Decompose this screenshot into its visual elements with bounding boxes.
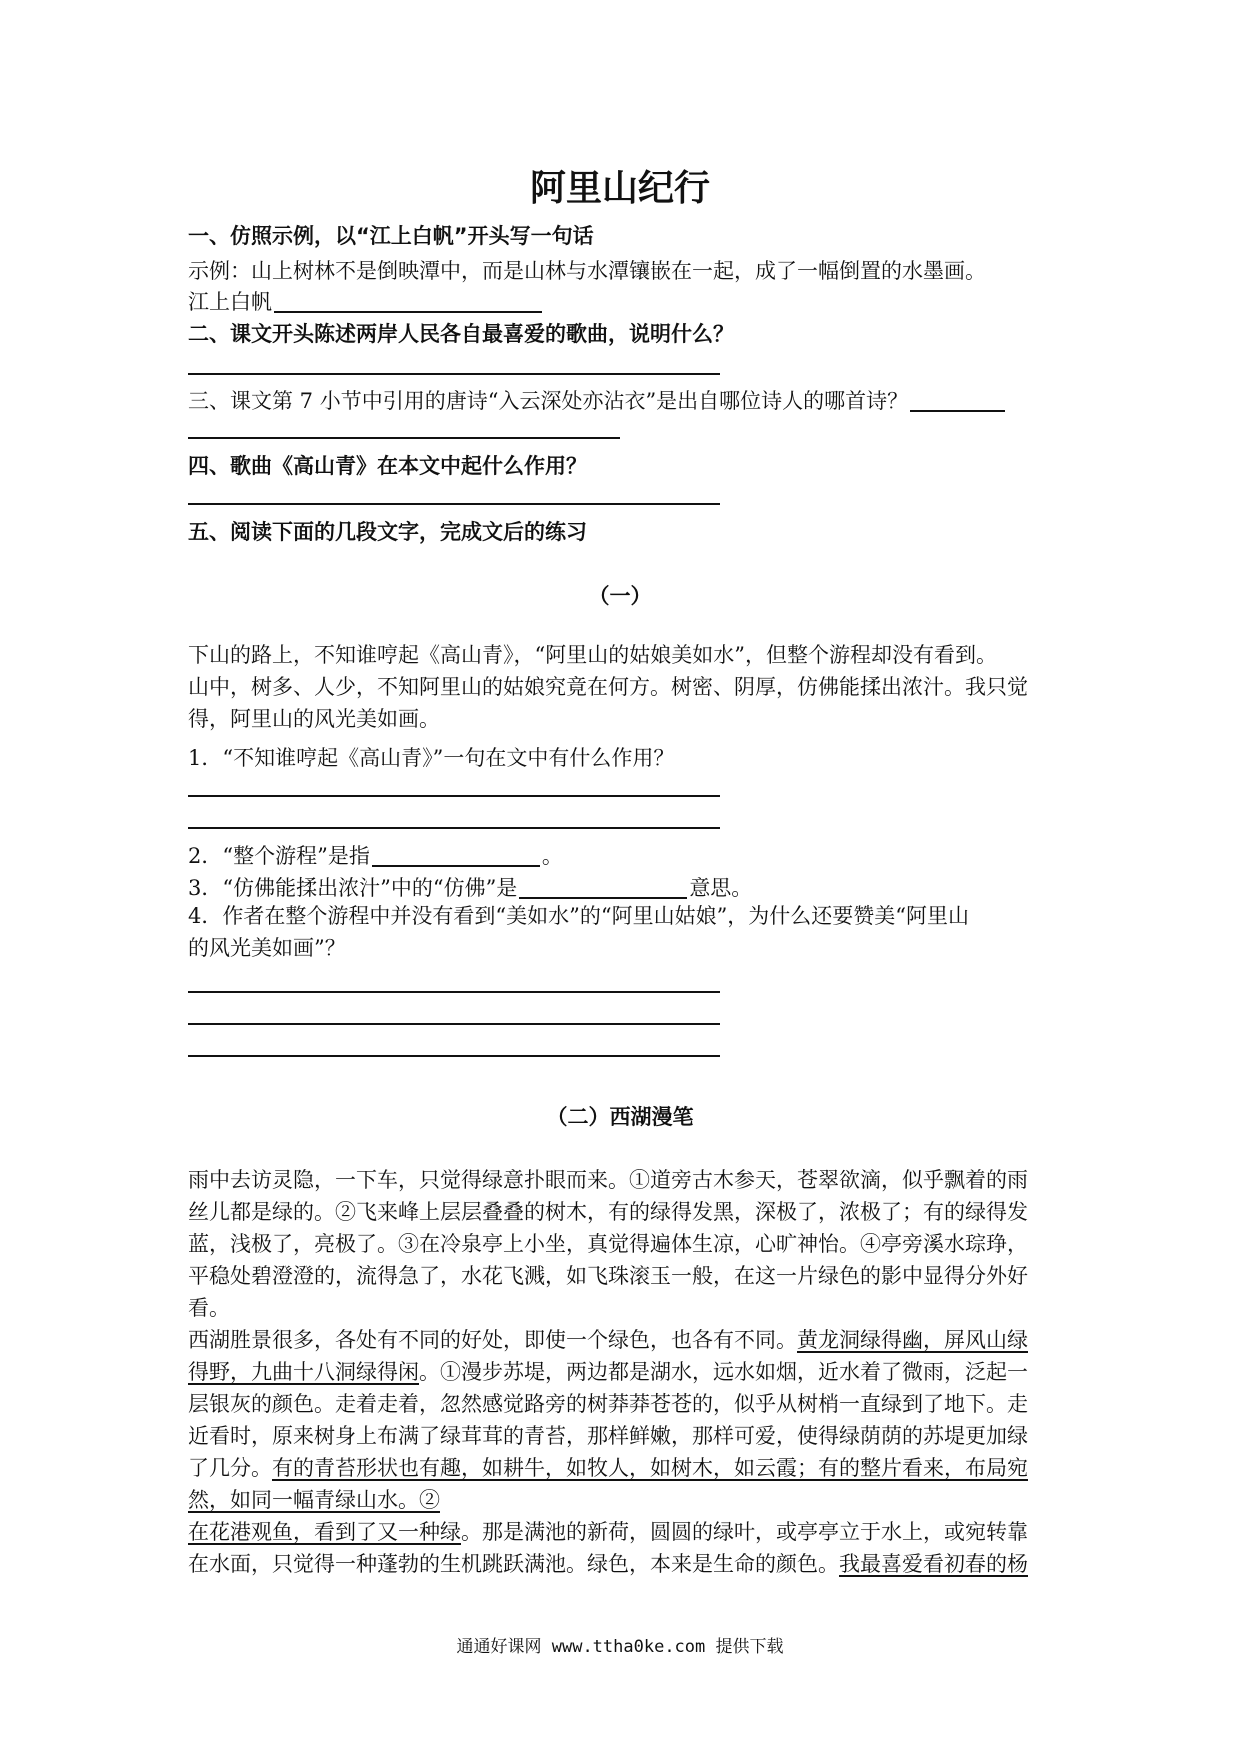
section1-heading: 一、仿照示例，以“江上白帆”开头写一句话 — [188, 224, 594, 248]
part1-question-1: 1．“不知谁哼起《高山青》”一句在文中有什么作用？ — [188, 746, 675, 770]
passage-line: 看。 — [188, 1296, 230, 1320]
passage-line: 近看时，原来树身上布满了绿茸茸的青苔，那样鲜嫩，那样可爱，使得绿荫荫的苏堤更加绿 — [188, 1424, 1028, 1448]
passage-line — [188, 1548, 1028, 1580]
passage-line: 层银灰的颜色。走着走着，忽然感觉路旁的树莽莽苍苍的，似乎从树梢一直绿到了地下。走 — [188, 1392, 1028, 1416]
passage-line: 平稳处碧澄澄的，流得急了，水花飞溅，如飞珠滚玉一般，在这一片绿色的影中显得分外好 — [188, 1264, 1028, 1288]
passage-text: 。①漫步苏堤，两边都是湖水，远水如烟，近水着了微雨，泛起一 — [419, 1360, 1028, 1384]
underlined-text: 有的青苔形状也有趣，如耕牛，如牧人，如树木，如云霞；有的整片看来，布局宛 — [272, 1456, 1028, 1480]
answer-line[interactable] — [188, 1023, 720, 1025]
passage-line: 得，阿里山的风光美如画。 — [188, 707, 440, 731]
passage-line: 雨中去访灵隐，一下车，只觉得绿意扑眼而来。①道旁古木参天，苍翠欲滴，似乎飘着的雨 — [188, 1168, 1028, 1192]
section3-question-text: 三、课文第 7 小节中引用的唐诗“入云深处亦沾衣”是出自哪位诗人的哪首诗？ — [188, 389, 909, 413]
part1-question-3 — [188, 872, 752, 902]
answer-line[interactable] — [188, 503, 720, 505]
section1-prompt — [188, 286, 544, 316]
passage-line — [188, 1452, 1028, 1484]
underlined-text: 得野，九曲十八洞绿得闲 — [188, 1360, 419, 1384]
part2-label: （二）西湖漫笔 — [546, 1105, 694, 1129]
part1-label: （一） — [588, 584, 652, 608]
section5-heading: 五、阅读下面的几段文字，完成文后的练习 — [188, 520, 587, 544]
answer-line[interactable] — [188, 827, 720, 829]
passage-text: 了几分。 — [188, 1456, 272, 1480]
part1-question-4 — [188, 900, 969, 964]
passage-text: 西湖胜景很多，各处有不同的好处，即使一个绿色，也各有不同。 — [188, 1328, 797, 1352]
answer-blank[interactable] — [372, 843, 540, 867]
question-text: 。 — [541, 844, 563, 868]
question-text: 3．“仿佛能揉出浓汁”中的“仿佛”是 — [188, 876, 518, 900]
answer-line[interactable] — [188, 373, 720, 375]
question-text: 意思。 — [689, 876, 753, 900]
passage-line — [188, 1516, 1028, 1548]
answer-blank[interactable] — [519, 875, 687, 899]
section1-example: 示例：山上树林不是倒映潭中，而是山林与水潭镶嵌在一起，成了一幅倒置的水墨画。 — [188, 259, 986, 283]
part1-passage — [188, 639, 1028, 735]
page-footer: 通通好课网 www.ttha0ke.com 提供下载 — [456, 1637, 784, 1657]
passage-line: 下山的路上，不知谁哼起《高山青》，“阿里山的姑娘美如水”，但整个游程却没有看到。 — [188, 643, 997, 667]
underlined-text: 我最喜爱看初春的杨 — [839, 1552, 1028, 1576]
underlined-text: 在花港观鱼，看到了又一种绿 — [188, 1520, 461, 1544]
section1-prompt-text: 江上白帆 — [188, 290, 272, 314]
passage-line — [188, 1356, 1028, 1388]
answer-blank[interactable] — [274, 289, 542, 313]
passage-line: 山中，树多、人少，不知阿里山的姑娘究竟在何方。树密、阴厚，仿佛能揉出浓汁。我只觉 — [188, 675, 1028, 699]
answer-line[interactable] — [188, 795, 720, 797]
section3-question — [188, 385, 1007, 415]
passage-line — [188, 1324, 1028, 1356]
passage-text: 在水面，只觉得一种蓬勃的生机跳跃满池。绿色，本来是生命的颜色。 — [188, 1552, 839, 1576]
question-line: 4．作者在整个游程中并没有看到“美如水”的“阿里山姑娘”，为什么还要赞美“阿里山 — [188, 904, 970, 928]
answer-line[interactable] — [188, 991, 720, 993]
passage-line: 蓝，浅极了，亮极了。③在冷泉亭上小坐，真觉得遍体生凉，心旷神怡。④亭旁溪水琮琤， — [188, 1232, 1028, 1256]
question-text: 2．“整个游程”是指 — [188, 844, 370, 868]
passage-text: 。那是满池的新荷，圆圆的绿叶，或亭亭立于水上，或宛转靠 — [461, 1520, 1028, 1544]
part1-question-2 — [188, 840, 563, 870]
part2-paragraph-3 — [188, 1516, 1028, 1580]
underlined-text: 黄龙洞绿得幽，屏风山绿 — [797, 1328, 1028, 1352]
section2-heading: 二、课文开头陈述两岸人民各自最喜爱的歌曲，说明什么？ — [188, 322, 734, 346]
part2-paragraph-2 — [188, 1324, 1028, 1516]
answer-line[interactable] — [188, 437, 620, 439]
answer-line[interactable] — [188, 1055, 720, 1057]
part2-paragraph-1 — [188, 1164, 1028, 1324]
passage-line — [188, 1484, 1028, 1516]
underlined-text: 然，如同一幅青绿山水。② — [188, 1488, 440, 1512]
section4-heading: 四、歌曲《高山青》在本文中起什么作用？ — [188, 454, 587, 478]
passage-line: 丝儿都是绿的。②飞来峰上层层叠叠的树木，有的绿得发黑，深极了，浓极了；有的绿得发 — [188, 1200, 1028, 1224]
page-title: 阿里山纪行 — [529, 168, 710, 209]
question-line: 的风光美如画”？ — [188, 936, 346, 960]
answer-blank[interactable] — [910, 388, 1005, 412]
